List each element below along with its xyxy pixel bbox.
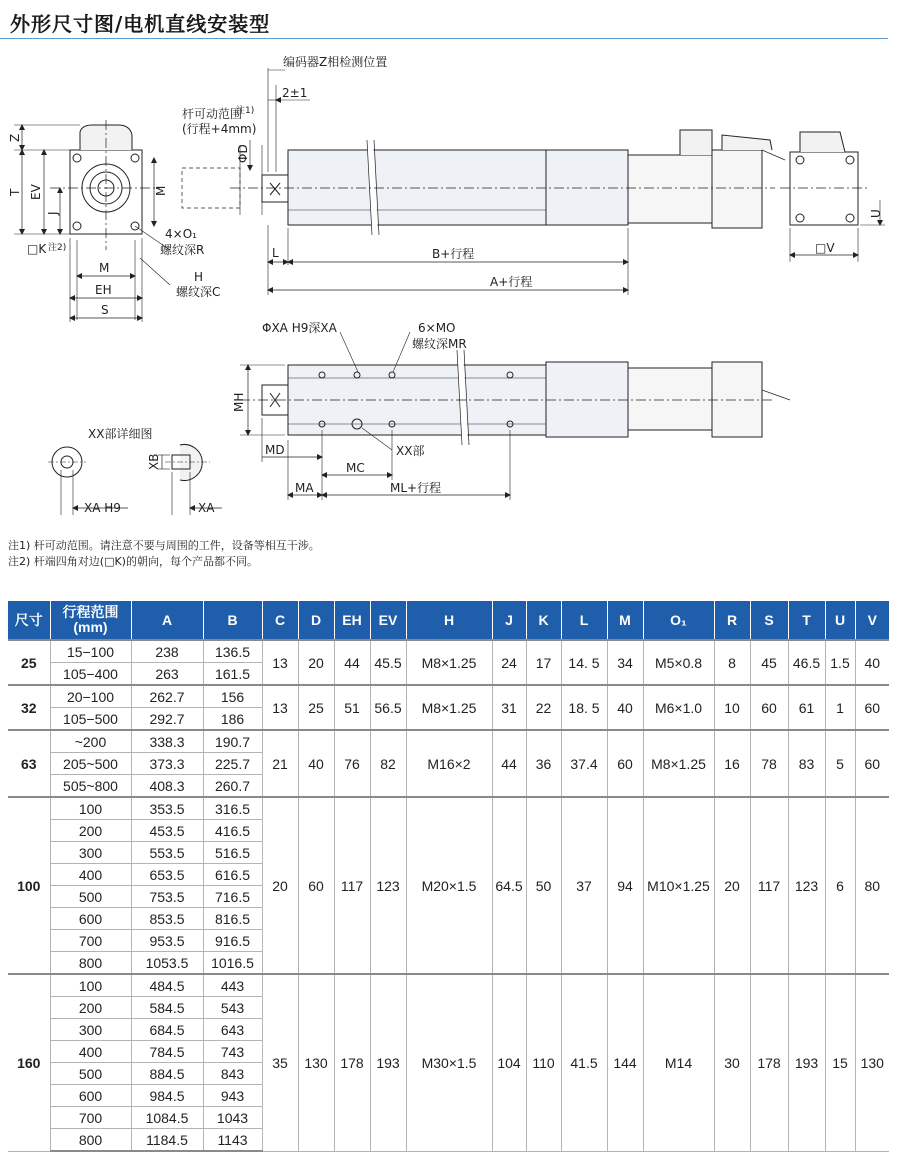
table-cell: 373.3: [131, 753, 203, 775]
table-cell: 292.7: [131, 708, 203, 731]
table-cell: 130: [298, 974, 334, 1151]
label-ml-stroke: ML+行程: [390, 481, 442, 495]
table-cell: 700: [50, 930, 131, 952]
label-xx-part: XX部: [396, 444, 425, 458]
table-cell: 76: [334, 730, 370, 797]
table-cell: 260.7: [203, 775, 262, 798]
table-cell: 853.5: [131, 908, 203, 930]
table-cell: 94: [607, 797, 643, 974]
table-cell: 40: [855, 640, 889, 685]
table-cell: 100: [8, 797, 50, 974]
table-cell: 13: [262, 640, 298, 685]
table-cell: 200: [50, 820, 131, 842]
bottom-view: [240, 350, 790, 445]
table-cell: 40: [607, 685, 643, 730]
table-cell: M14: [643, 974, 714, 1151]
table-cell: 408.3: [131, 775, 203, 798]
table-cell: 100: [50, 974, 131, 997]
table-row: [8, 797, 889, 820]
header-cell: R: [714, 601, 750, 640]
table-cell: 35: [262, 974, 298, 1151]
dimension-drawing: [0, 40, 900, 535]
table-cell: 25: [8, 640, 50, 685]
header-cell: J: [492, 601, 526, 640]
table-cell: 1016.5: [203, 952, 262, 975]
table-cell: 45.5: [370, 640, 406, 685]
table-cell: 130: [855, 974, 889, 1151]
table-cell: 104: [492, 974, 526, 1151]
table-cell: 193: [788, 974, 825, 1151]
header-cell: L: [561, 601, 607, 640]
table-cell: 353.5: [131, 797, 203, 820]
table-cell: 316.5: [203, 797, 262, 820]
label-md: MD: [265, 443, 285, 457]
notes: [8, 538, 320, 570]
table-cell: 953.5: [131, 930, 203, 952]
label-encoder: 编码器Z相检测位置: [283, 55, 388, 69]
table-cell: 584.5: [131, 997, 203, 1019]
table-cell: 32: [8, 685, 50, 730]
table-cell: 18. 5: [561, 685, 607, 730]
label-m-vert: M: [154, 185, 168, 196]
label-z: Z: [8, 133, 22, 142]
label-note1-sup: 注1): [236, 106, 255, 116]
table-cell: 484.5: [131, 974, 203, 997]
table-row: [8, 974, 889, 997]
table-cell: 916.5: [203, 930, 262, 952]
table-cell: M6×1.0: [643, 685, 714, 730]
label-a-stroke: A+行程: [490, 275, 533, 289]
table-cell: 1053.5: [131, 952, 203, 975]
dimension-table-wrapper: [8, 601, 889, 1152]
table-cell: 190.7: [203, 730, 262, 753]
header-cell: K: [526, 601, 561, 640]
header-cell: T: [788, 601, 825, 640]
table-cell: 200: [50, 997, 131, 1019]
table-cell: 36: [526, 730, 561, 797]
table-cell: 400: [50, 1041, 131, 1063]
table-cell: 123: [370, 797, 406, 974]
header-cell: D: [298, 601, 334, 640]
title-divider: [0, 38, 888, 39]
label-four-o1: 4×O₁: [165, 227, 197, 241]
front-view: [50, 120, 160, 250]
table-cell: 50: [526, 797, 561, 974]
label-mh: MH: [232, 392, 246, 412]
header-cell: U: [825, 601, 855, 640]
label-thread-r: 螺纹深R: [160, 243, 205, 257]
label-l: L: [272, 246, 279, 260]
label-m: M: [99, 261, 110, 275]
label-note2-sup: 注2): [48, 243, 67, 253]
table-cell: 13: [262, 685, 298, 730]
header-cell: V: [855, 601, 889, 640]
table-cell: 60: [298, 797, 334, 974]
table-cell: 800: [50, 952, 131, 975]
table-cell: 117: [334, 797, 370, 974]
note-1: 注1) 杆可动范围。请注意不要与周围的工件，设备等相互干涉。: [8, 539, 320, 552]
header-cell: M: [607, 601, 643, 640]
table-cell: 20: [714, 797, 750, 974]
label-b-stroke: B+行程: [432, 247, 475, 261]
table-cell: 1184.5: [131, 1129, 203, 1152]
table-cell: 51: [334, 685, 370, 730]
table-cell: 884.5: [131, 1063, 203, 1085]
label-v: □V: [815, 241, 835, 255]
table-cell: 60: [855, 685, 889, 730]
table-cell: 15−100: [50, 640, 131, 663]
table-cell: 5: [825, 730, 855, 797]
table-cell: 46.5: [788, 640, 825, 685]
table-cell: M5×0.8: [643, 640, 714, 685]
label-s: S: [101, 303, 109, 317]
table-cell: 60: [750, 685, 788, 730]
table-cell: 500: [50, 886, 131, 908]
table-cell: 300: [50, 842, 131, 864]
table-cell: 161.5: [203, 663, 262, 686]
table-cell: 105−500: [50, 708, 131, 731]
label-h: H: [194, 270, 204, 284]
table-cell: 40: [298, 730, 334, 797]
table-cell: M10×1.25: [643, 797, 714, 974]
table-cell: M20×1.5: [406, 797, 492, 974]
table-cell: 816.5: [203, 908, 262, 930]
table-cell: M8×1.25: [406, 640, 492, 685]
table-cell: 82: [370, 730, 406, 797]
table-cell: 31: [492, 685, 526, 730]
table-cell: 1043: [203, 1107, 262, 1129]
dimension-table: [8, 601, 889, 1152]
table-cell: M30×1.5: [406, 974, 492, 1151]
table-cell: 238: [131, 640, 203, 663]
table-cell: 25: [298, 685, 334, 730]
table-cell: 123: [788, 797, 825, 974]
note-2: 注2) 杆端四角对边(□K)的朝向，每个产品都不同。: [8, 555, 258, 568]
label-xa: XA: [198, 501, 215, 515]
table-cell: 41.5: [561, 974, 607, 1151]
label-rod-range: 杆可动范围: [182, 107, 243, 121]
table-cell: 16: [714, 730, 750, 797]
table-cell: 543: [203, 997, 262, 1019]
table-cell: 553.5: [131, 842, 203, 864]
table-cell: 716.5: [203, 886, 262, 908]
header-cell: 尺寸: [8, 601, 50, 640]
table-cell: 110: [526, 974, 561, 1151]
table-cell: 600: [50, 908, 131, 930]
table-cell: 600: [50, 1085, 131, 1107]
header-cell: EH: [334, 601, 370, 640]
table-cell: ~200: [50, 730, 131, 753]
table-cell: 1084.5: [131, 1107, 203, 1129]
table-cell: 443: [203, 974, 262, 997]
label-k: □K: [27, 242, 47, 256]
table-cell: 263: [131, 663, 203, 686]
table-cell: 60: [855, 730, 889, 797]
table-cell: 105−400: [50, 663, 131, 686]
table-cell: 83: [788, 730, 825, 797]
table-cell: 15: [825, 974, 855, 1151]
header-cell: EV: [370, 601, 406, 640]
table-cell: 156: [203, 685, 262, 708]
table-cell: 684.5: [131, 1019, 203, 1041]
table-cell: 505~800: [50, 775, 131, 798]
label-u: U: [869, 209, 883, 218]
label-eh: EH: [95, 283, 112, 297]
table-cell: 37.4: [561, 730, 607, 797]
header-cell: O₁: [643, 601, 714, 640]
label-ma: MA: [295, 481, 314, 495]
table-cell: 17: [526, 640, 561, 685]
table-cell: 178: [334, 974, 370, 1151]
xx-detail: [48, 445, 222, 516]
table-cell: 753.5: [131, 886, 203, 908]
table-cell: 193: [370, 974, 406, 1151]
label-ev: EV: [29, 184, 43, 200]
label-xa-h9: XA H9: [84, 501, 121, 515]
table-cell: 56.5: [370, 685, 406, 730]
table-cell: 8: [714, 640, 750, 685]
header-cell: H: [406, 601, 492, 640]
header-cell: S: [750, 601, 788, 640]
table-cell: 64.5: [492, 797, 526, 974]
table-cell: 61: [788, 685, 825, 730]
table-cell: 44: [334, 640, 370, 685]
table-cell: 6: [825, 797, 855, 974]
label-thread-mr: 螺纹深MR: [412, 337, 467, 351]
table-cell: 160: [8, 974, 50, 1151]
table-cell: 700: [50, 1107, 131, 1129]
table-cell: 743: [203, 1041, 262, 1063]
table-cell: 205~500: [50, 753, 131, 775]
table-cell: 984.5: [131, 1085, 203, 1107]
table-cell: 78: [750, 730, 788, 797]
table-header-row: [8, 601, 889, 640]
table-cell: 1: [825, 685, 855, 730]
table-cell: 117: [750, 797, 788, 974]
table-cell: 800: [50, 1129, 131, 1152]
table-cell: 400: [50, 864, 131, 886]
table-row: [8, 640, 889, 663]
table-cell: 10: [714, 685, 750, 730]
table-cell: 30: [714, 974, 750, 1151]
table-cell: 843: [203, 1063, 262, 1085]
table-cell: 21: [262, 730, 298, 797]
label-xb: XB: [147, 453, 161, 470]
table-cell: 943: [203, 1085, 262, 1107]
table-cell: 616.5: [203, 864, 262, 886]
table-cell: 100: [50, 797, 131, 820]
table-cell: 34: [607, 640, 643, 685]
table-cell: 1.5: [825, 640, 855, 685]
table-cell: 643: [203, 1019, 262, 1041]
table-row: [8, 685, 889, 708]
label-t: T: [8, 188, 22, 196]
table-cell: 1143: [203, 1129, 262, 1152]
table-cell: 653.5: [131, 864, 203, 886]
table-cell: 338.3: [131, 730, 203, 753]
table-cell: 45: [750, 640, 788, 685]
side-view: [182, 130, 785, 235]
table-cell: 20−100: [50, 685, 131, 708]
table-cell: 20: [262, 797, 298, 974]
table-cell: 225.7: [203, 753, 262, 775]
table-cell: 63: [8, 730, 50, 797]
header-cell: B: [203, 601, 262, 640]
table-cell: 178: [750, 974, 788, 1151]
table-cell: 186: [203, 708, 262, 731]
header-cell: A: [131, 601, 203, 640]
header-cell: 行程范围 (mm): [50, 601, 131, 640]
table-cell: 300: [50, 1019, 131, 1041]
table-cell: 262.7: [131, 685, 203, 708]
table-cell: 80: [855, 797, 889, 974]
label-two-pm1: 2±1: [282, 86, 308, 100]
table-cell: M8×1.25: [406, 685, 492, 730]
table-row: [8, 730, 889, 753]
label-six-mo: 6×MO: [418, 321, 456, 335]
table-cell: 516.5: [203, 842, 262, 864]
table-cell: 14. 5: [561, 640, 607, 685]
label-phi-d: ΦD: [236, 144, 250, 163]
table-cell: 500: [50, 1063, 131, 1085]
label-mc: MC: [346, 461, 365, 475]
table-cell: M16×2: [406, 730, 492, 797]
table-cell: 22: [526, 685, 561, 730]
table-cell: 20: [298, 640, 334, 685]
table-cell: 416.5: [203, 820, 262, 842]
table-cell: 60: [607, 730, 643, 797]
table-cell: 24: [492, 640, 526, 685]
label-thread-c: 螺纹深C: [176, 285, 221, 299]
label-xx-detail: XX部详细图: [88, 427, 153, 441]
table-cell: 44: [492, 730, 526, 797]
header-cell: C: [262, 601, 298, 640]
table-cell: 453.5: [131, 820, 203, 842]
label-stroke-plus4: (行程+4mm): [182, 122, 257, 136]
table-cell: 37: [561, 797, 607, 974]
page-title: 外形尺寸图/电机直线安装型: [10, 12, 271, 36]
label-phi-xa: ΦXA H9深XA: [262, 321, 337, 335]
table-cell: 136.5: [203, 640, 262, 663]
label-j: J: [46, 211, 60, 215]
end-view: [780, 132, 870, 225]
table-cell: 144: [607, 974, 643, 1151]
table-cell: 784.5: [131, 1041, 203, 1063]
table-cell: M8×1.25: [643, 730, 714, 797]
